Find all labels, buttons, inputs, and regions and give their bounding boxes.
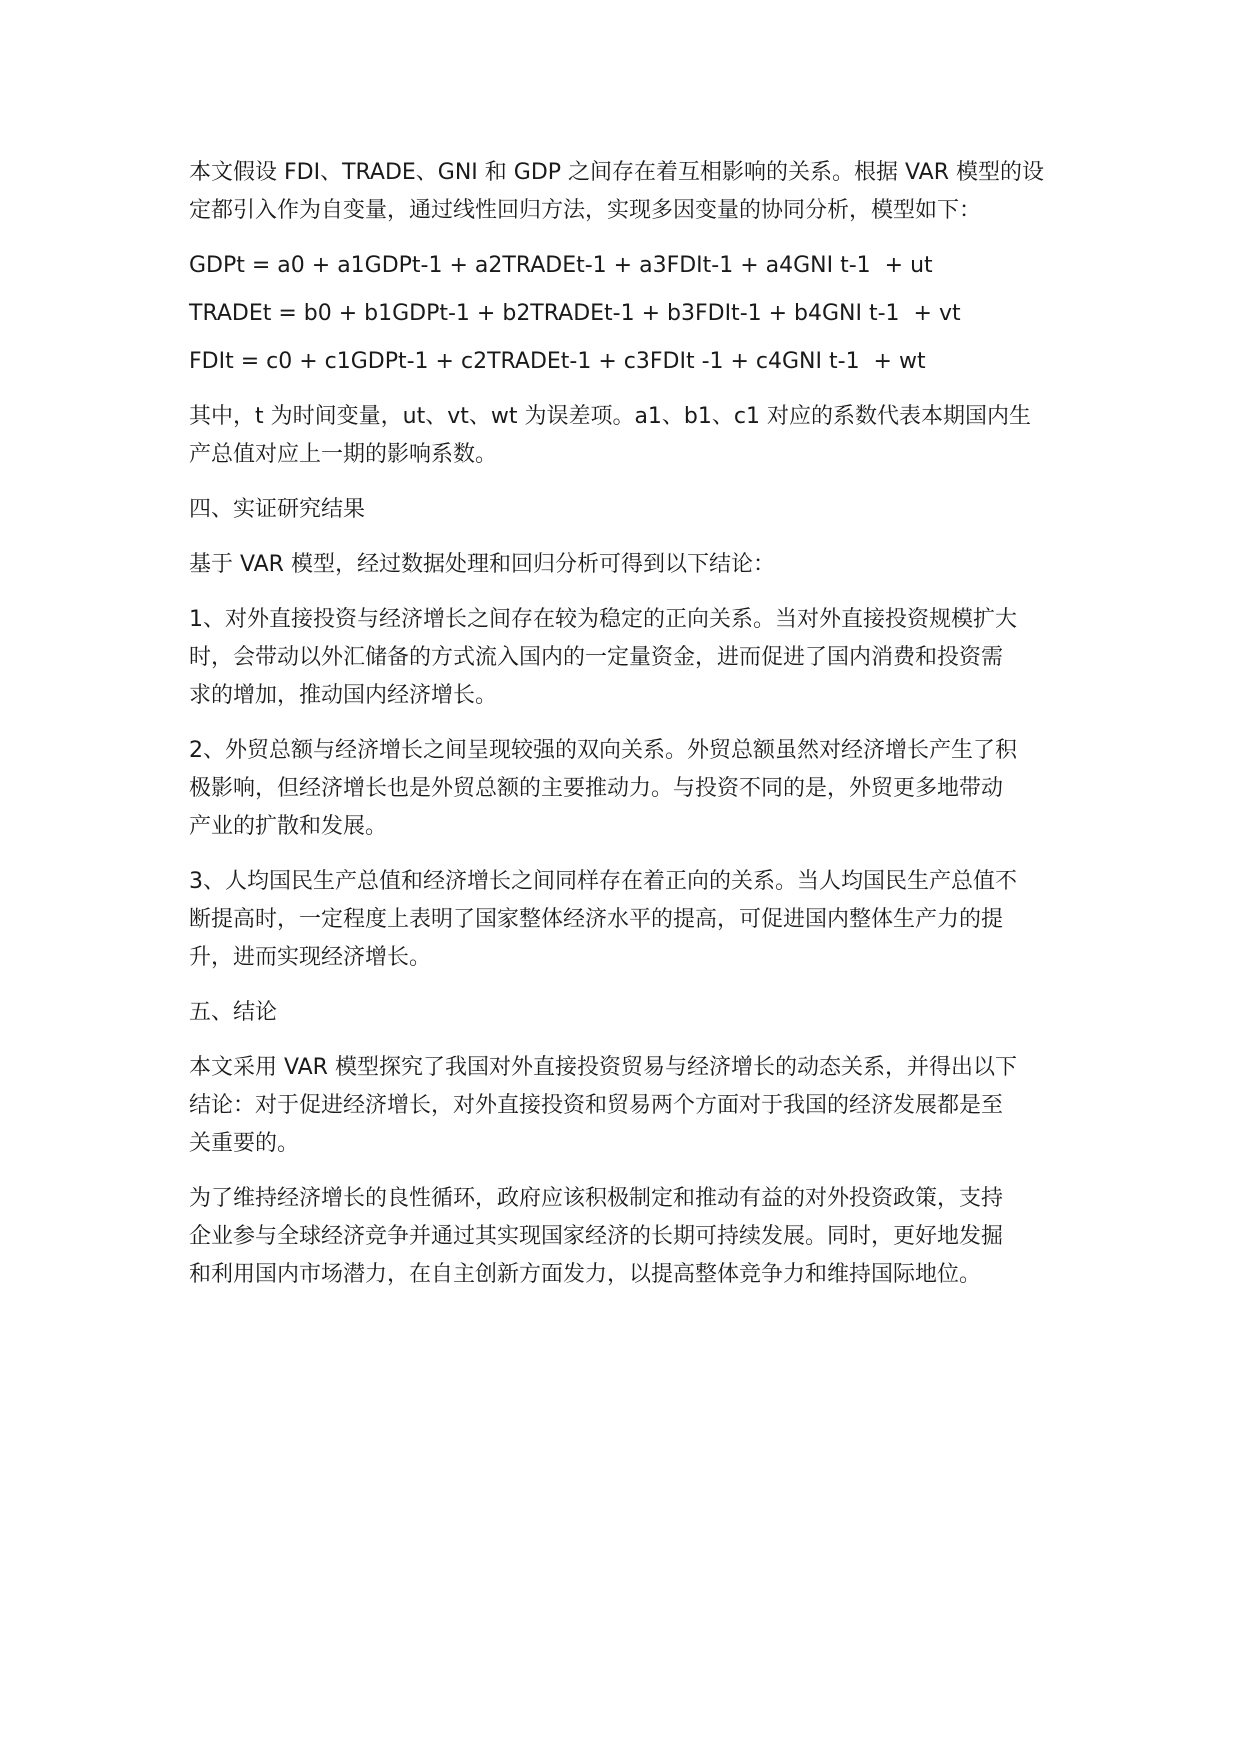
finding-1-paragraph bbox=[189, 601, 1059, 715]
section-heading-4 bbox=[189, 491, 1059, 529]
section-heading-5 bbox=[189, 994, 1059, 1032]
text-line: 2、外贸总额与经济增长之间呈现较强的双向关系。外贸总额虽然对经济增长产生了积 bbox=[189, 738, 1017, 763]
text-line: 1、对外直接投资与经济增长之间存在较为稳定的正向关系。当对外直接投资规模扩大 bbox=[189, 607, 1017, 632]
text-line: 定都引入作为自变量，通过线性回归方法，实现多因变量的协同分析，模型如下： bbox=[189, 198, 982, 223]
finding-3-paragraph bbox=[189, 863, 1059, 977]
intro-paragraph bbox=[189, 154, 1059, 230]
text-line: 升，进而实现经济增长。 bbox=[189, 945, 432, 970]
text-line: 断提高时，一定程度上表明了国家整体经济水平的提高，可促进国内整体生产力的提 bbox=[189, 907, 1004, 932]
text-line: 结论：对于促进经济增长，对外直接投资和贸易两个方面对于我国的经济发展都是至 bbox=[189, 1093, 1004, 1118]
text-line: 五、结论 bbox=[189, 1000, 278, 1025]
text-line: 求的增加，推动国内经济增长。 bbox=[189, 683, 498, 708]
text-line: 3、人均国民生产总值和经济增长之间同样存在着正向的关系。当人均国民生产总值不 bbox=[189, 869, 1017, 894]
text-line: 其中，t 为时间变量，ut、vt、wt 为误差项。a1、b1、c1 对应的系数代表本期国内生 bbox=[189, 404, 1031, 429]
text-line: 四、实证研究结果 bbox=[189, 497, 366, 522]
conclusion-2-paragraph bbox=[189, 1180, 1059, 1294]
text-line: 和利用国内市场潜力，在自主创新方面发力，以提高整体竞争力和维持国际地位。 bbox=[189, 1262, 982, 1287]
variable-note-paragraph bbox=[189, 398, 1059, 474]
equation-gdp bbox=[189, 247, 1059, 285]
finding-2-paragraph bbox=[189, 732, 1059, 846]
text-line: TRADEt = b0 + b1GDPt-1 + b2TRADEt-1 + b3FDIt-1 + b4GNI t-1 + vt bbox=[189, 301, 961, 326]
text-line: 时，会带动以外汇储备的方式流入国内的一定量资金，进而促进了国内消费和投资需 bbox=[189, 645, 1004, 670]
text-line: GDPt = a0 + a1GDPt-1 + a2TRADEt-1 + a3FDIt-1 + a4GNI t-1 + ut bbox=[189, 253, 933, 278]
text-line: 关重要的。 bbox=[189, 1131, 300, 1156]
text-line: 企业参与全球经济竞争并通过其实现国家经济的长期可持续发展。同时，更好地发掘 bbox=[189, 1224, 1004, 1249]
results-intro-paragraph bbox=[189, 546, 1059, 584]
text-line: 基于 VAR 模型，经过数据处理和回归分析可得到以下结论： bbox=[189, 552, 775, 577]
text-line: 本文假设 FDI、TRADE、GNI 和 GDP 之间存在着互相影响的关系。根据 VAR 模型的设 bbox=[189, 160, 1044, 185]
text-line: 极影响，但经济增长也是外贸总额的主要推动力。与投资不同的是，外贸更多地带动 bbox=[189, 776, 1004, 801]
equation-fdi bbox=[189, 343, 1059, 381]
text-line: 产业的扩散和发展。 bbox=[189, 814, 388, 839]
text-line: 为了维持经济增长的良性循环，政府应该积极制定和推动有益的对外投资政策，支持 bbox=[189, 1186, 1004, 1211]
document-body bbox=[189, 154, 1059, 1311]
equation-trade bbox=[189, 295, 1059, 333]
text-line: FDIt = c0 + c1GDPt-1 + c2TRADEt-1 + c3FDIt -1 + c4GNI t-1 + wt bbox=[189, 349, 926, 374]
conclusion-1-paragraph bbox=[189, 1049, 1059, 1163]
text-line: 产总值对应上一期的影响系数。 bbox=[189, 442, 498, 467]
text-line: 本文采用 VAR 模型探究了我国对外直接投资贸易与经济增长的动态关系，并得出以下 bbox=[189, 1055, 1017, 1080]
